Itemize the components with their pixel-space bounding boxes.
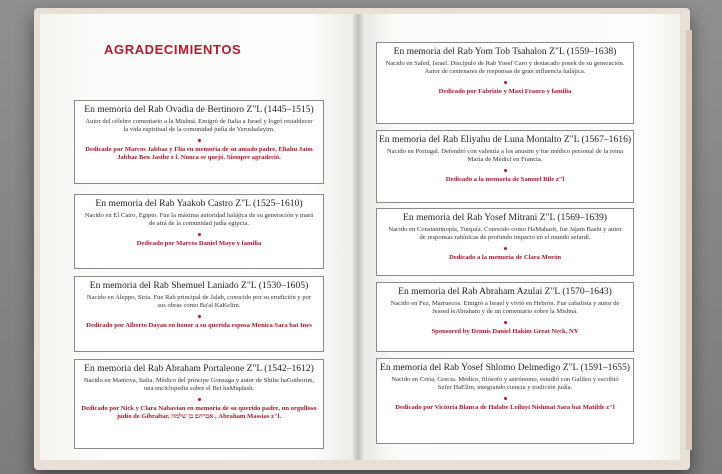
card-dedication: Dedicado por Marcos Daniel Mayo y familia [136, 239, 262, 247]
card-heading: En memoria del Rab Yom Tob Tsahalon Z"L (1559–1638) [393, 46, 617, 57]
dedication-card [376, 42, 634, 124]
card-description: Nacido en Fez, Marruecos. Emigró a Israel y vivió en Hebrón. Fue cabalista y autor de Jessed leAbraham y de un comentario sobre la Mishná. [390, 300, 620, 316]
card-dedication: Dedicado por Victoria Blanca de Halabe Leiluyi Nishmat Sara bat Matilde z"l [395, 403, 615, 411]
card-description: Nacido en Creta, Grecia. Médico, filósofo y astrónomo, estudió con Galileo y escribió Sefer HaElim, integrando ciencia y tradición judía. [391, 376, 619, 392]
card-description: Nacido en Safed, Israel. Discípulo de Rab Yosef Caro y destacado posek de su generación. Autor de centenares de responsas de gran influencia halájica. [385, 60, 625, 76]
card-heading: En memoria del Rab Yosef Mitrani Z"L (1569–1639) [403, 212, 607, 223]
card-dedication: Dedicado a la memoria de Clara Morón [448, 253, 562, 261]
separator-dot [504, 247, 507, 250]
card-heading: En memoria del Rab Eliyahu de Luna Montalto Z"L (1567–1616) [378, 134, 632, 145]
dedication-card [376, 282, 634, 352]
card-dedication: Dedicado por Nick y Clara Nabavian en memoria de su querido padre, un orgulloso judío de Gibraltar, אברהם בן שלמה , Abraham Massias z"l. [81, 404, 317, 421]
dedication-card [376, 358, 634, 444]
card-heading: En memoria del Rab Ovadia de Bertinoro Z"L (1445–1515) [84, 104, 314, 115]
card-description: Nacido en El Cairo, Egipto. Fue la máxima autoridad halájica de su generación y mará de atrá de la comunidad judía egipcia. [84, 212, 314, 228]
dedication-card [74, 276, 324, 352]
card-heading: En memoria del Rab Yaakob Castro Z"L (1525–1610) [95, 198, 303, 209]
separator-dot [504, 397, 507, 400]
dedication-card [74, 194, 324, 269]
card-heading: En memoria del Rab Abraham Portaleone Z"L (1542–1612) [84, 363, 314, 374]
separator-dot [198, 139, 201, 142]
card-dedication: Dedicado a la memoria de Samuel Bile z"l [445, 175, 565, 183]
card-heading: En memoria del Rab Yosef Shlomo Delmedigo Z"L (1591–1655) [379, 362, 631, 373]
separator-dot [198, 315, 201, 318]
card-description: Nacido en Mantova, Italia. Médico del príncipe Gonzaga y autor de Shilte haGuiborim, una enciclopedia sobre el Bet haMiqdash. [83, 377, 315, 393]
dedication-card [74, 359, 324, 449]
card-heading: En memoria del Rab Abraham Azulai Z"L (1570–1643) [398, 286, 612, 297]
card-description: Nacido en Portugal. Defendió con valentía a los anusim y fue médico personal de la reina María de Médici en Francia. [386, 148, 624, 164]
card-dedication: Sponsored by Dennis Daniel Hakim Great Neck, NY [431, 327, 579, 335]
card-dedication: Dedicado por Marcos Jabbaz y Flia en memoria de su amado padre, Eliahu Jaim Jabbaz Ben Jasibe z l. Nunca se quejó. Siempre agradeció. [85, 145, 313, 162]
right-page [358, 14, 680, 460]
card-description: Nacido en Aleppo, Siria. Fue Rab principal de Jalab, conocido por su erudición y por sus obras como Ba'al KaKelim. [86, 294, 312, 310]
dedication-card [74, 100, 324, 184]
card-description: Autor del célebre comentario a la Mishná. Emigró de Italia a Israel y logró restablecer la vida espiritual de la comunidad judía de Yerushalayim. [85, 118, 313, 134]
card-description: Nacido en Constantinopla, Turquía. Conocido como HaMaharit, fue Jajam Bashi y autor de responsas rabínicas de profundo impacto en el mundo sefardí. [388, 226, 622, 242]
separator-dot [198, 233, 201, 236]
separator-dot [198, 398, 201, 401]
separator-dot [504, 169, 507, 172]
book-gutter [352, 14, 364, 460]
left-page [40, 14, 358, 460]
card-dedication: Dedicado por Fabrizio y Maxi Franco y familia [438, 87, 572, 95]
card-heading: En memoria del Rab Shemuel Laniado Z"L (1530–1605) [89, 280, 309, 291]
page-title: AGRADECIMIENTOS [104, 42, 242, 57]
separator-dot [504, 81, 507, 84]
card-dedication: Dedicado por Alberto Dayan en honor a su querida esposa Monica Sara bat Ines [86, 321, 312, 329]
page-edge [686, 30, 692, 450]
dedication-card [376, 130, 634, 203]
dedication-card [376, 208, 634, 276]
separator-dot [504, 321, 507, 324]
